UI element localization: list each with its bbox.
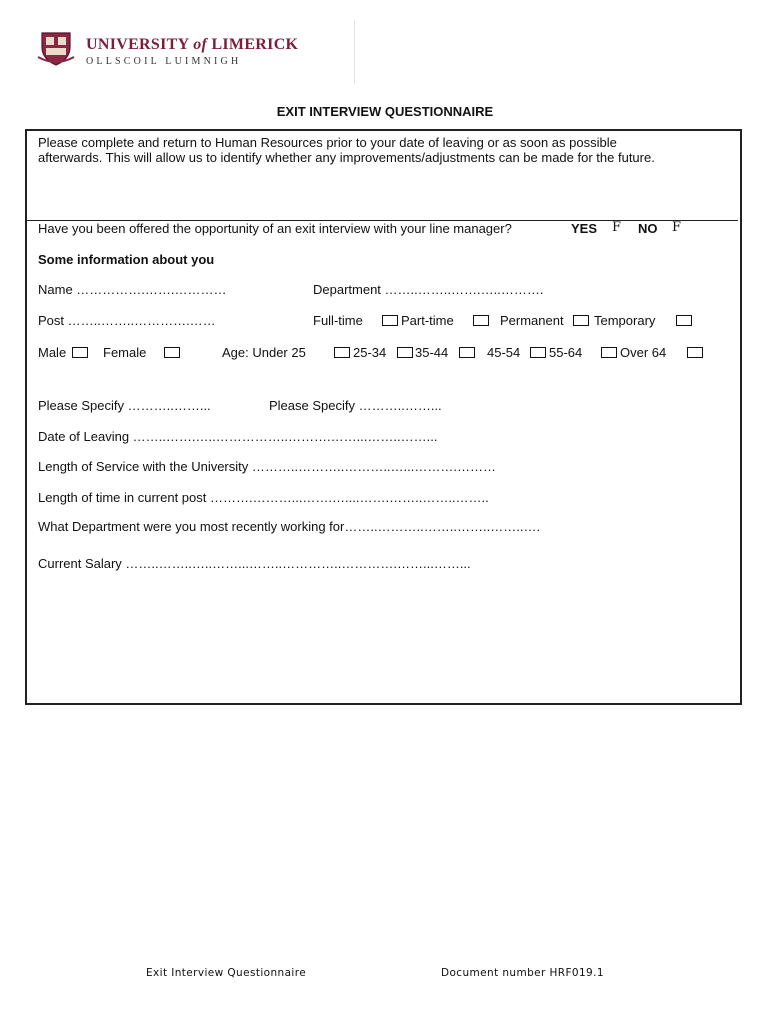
intro-line-1: Please complete and return to Human Resources prior to your date of leaving or as soon as possible bbox=[38, 135, 617, 150]
length-current-post-field[interactable]: Length of time in current post ……….………...…….…....…….……..……..…….. bbox=[38, 490, 489, 505]
current-salary-field[interactable]: Current Salary ……..……..…..……...……..…………..………….……...……... bbox=[38, 556, 471, 571]
female-label: Female bbox=[103, 345, 147, 360]
permanent-label: Permanent bbox=[500, 313, 564, 328]
male-checkbox[interactable] bbox=[72, 347, 88, 358]
footer-document-title: Exit Interview Questionnaire bbox=[146, 967, 307, 979]
temporary-label: Temporary bbox=[594, 313, 656, 328]
age-35-44-checkbox[interactable] bbox=[459, 347, 475, 358]
male-label: Male bbox=[38, 345, 67, 360]
age-55-64-checkbox[interactable] bbox=[601, 347, 617, 358]
no-checkbox[interactable]: F bbox=[672, 220, 682, 235]
form-frame bbox=[25, 129, 742, 705]
yes-label: YES bbox=[571, 221, 598, 236]
full-time-label: Full-time bbox=[313, 313, 363, 328]
age-45-54-label: 45-54 bbox=[487, 345, 521, 360]
header-divider bbox=[354, 20, 355, 84]
female-checkbox[interactable] bbox=[164, 347, 180, 358]
recent-department-field[interactable]: What Department were you most recently working for……..………..……..……..……..…. bbox=[38, 519, 541, 534]
age-under-25-checkbox[interactable] bbox=[334, 347, 350, 358]
age-over-64-label: Over 64 bbox=[620, 345, 667, 360]
full-time-checkbox[interactable] bbox=[382, 315, 398, 326]
part-time-label: Part-time bbox=[401, 313, 454, 328]
university-irish-name: OLLSCOIL LUIMNIGH bbox=[86, 56, 242, 67]
post-field[interactable]: Post ……..……..………….…… bbox=[38, 313, 216, 328]
age-35-44-label: 35-44 bbox=[415, 345, 449, 360]
temporary-checkbox[interactable] bbox=[676, 315, 692, 326]
length-of-service-field[interactable]: Length of Service with the University ………..………..………..…...……….……… bbox=[38, 459, 496, 474]
university-crest-logo bbox=[36, 27, 76, 67]
part-time-checkbox[interactable] bbox=[473, 315, 489, 326]
section-heading: Some information about you bbox=[38, 252, 215, 267]
no-label: NO bbox=[638, 221, 658, 236]
age-25-34-label: 25-34 bbox=[353, 345, 387, 360]
intro-line-2: afterwards. This will allow us to identify whether any improvements/adjustments can be made for the future. bbox=[38, 150, 655, 165]
age-over-64-checkbox[interactable] bbox=[687, 347, 703, 358]
date-of-leaving-field[interactable]: Date of Leaving ……..…….…..……………..……….……...……..……... bbox=[38, 429, 438, 444]
age-label: Age: Under 25 bbox=[222, 345, 306, 360]
footer-document-number: Document number HRF019.1 bbox=[441, 967, 604, 979]
page-title: EXIT INTERVIEW QUESTIONNAIRE bbox=[276, 104, 494, 119]
other-specify-field[interactable]: Please Specify ………..……... bbox=[269, 398, 442, 413]
gender-specify-field[interactable]: Please Specify ………..……... bbox=[38, 398, 211, 413]
department-field[interactable]: Department ……..……..…….…..………. bbox=[313, 282, 544, 297]
university-name: UNIVERSITY of LIMERICK bbox=[86, 36, 299, 53]
age-25-34-checkbox[interactable] bbox=[397, 347, 413, 358]
name-field[interactable]: Name …………….…….………… bbox=[38, 282, 227, 297]
age-55-64-label: 55-64 bbox=[549, 345, 583, 360]
permanent-checkbox[interactable] bbox=[573, 315, 589, 326]
yes-checkbox[interactable]: F bbox=[612, 220, 622, 235]
exit-interview-question: Have you been offered the opportunity of an exit interview with your line manager? bbox=[38, 221, 512, 236]
age-45-54-checkbox[interactable] bbox=[530, 347, 546, 358]
